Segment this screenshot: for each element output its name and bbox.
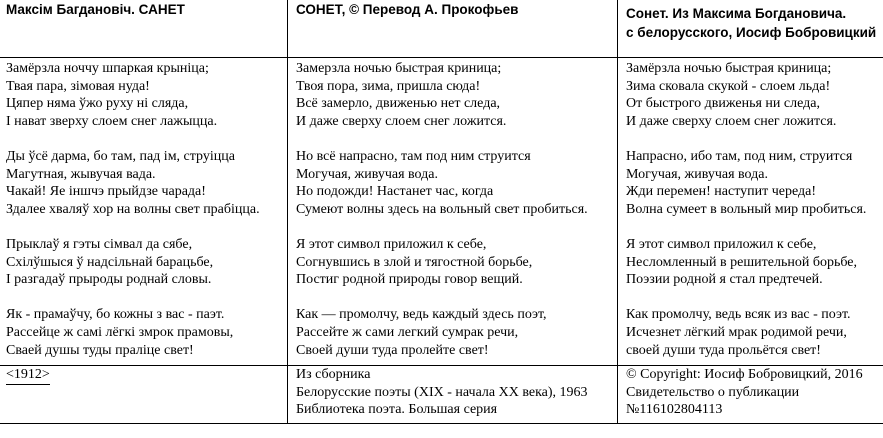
poem-line: Зима сковала скукой - слоем льда!: [626, 78, 831, 94]
stanza: [296, 306, 617, 359]
poem-line: Жди перемен! наступит череда!: [626, 184, 817, 200]
column-footer: [0, 366, 287, 384]
poem-line: Твая пара, зімовая нуда!: [6, 78, 150, 94]
stanza: [6, 148, 287, 218]
poem-line: Но всё напрасно, там под ним струится: [296, 148, 531, 164]
column-header: [0, 0, 287, 58]
poem-line: Ды ўсё дарма, бо там, пад ім, струіцца: [6, 148, 235, 164]
poem-line: Як - прамаўчу, бо кожны з вас - паэт.: [6, 307, 225, 323]
footer-line: Свидетельство о публикации: [626, 384, 800, 400]
footer-line: Из сборника: [296, 367, 371, 382]
poem-line: Цяпер няма ўжо руху ні сляда,: [6, 96, 189, 112]
poem-line: Замёрзла ночью быстрая криница;: [626, 61, 832, 76]
stanza: [626, 148, 883, 218]
poem-line: Но подожди! Настанет час, когда: [296, 184, 494, 200]
poem-line: Могучая, живучая вода.: [296, 166, 438, 182]
poem-line: Здалее хваляў хор на волны свет прабіцца.: [6, 201, 260, 217]
poem-line: И даже сверху слоем снег ложится.: [626, 113, 837, 129]
poem-line: Замёрзла ноччу шпаркая крыніца;: [6, 61, 209, 76]
poem-line: своей души туда прольётся свет!: [626, 342, 821, 358]
stanza: [296, 60, 617, 130]
footer-line: Библиотека поэта. Большая серия: [296, 402, 498, 418]
column-title: СОНЕТ, © Перевод А. Прокофьев: [296, 2, 519, 17]
poem-line: Сваей душы туды праліце свет!: [6, 342, 194, 358]
stanza: [6, 60, 287, 130]
stanza: [6, 306, 287, 359]
footer-line: © Copyright: Иосиф Бобровицкий, 2016: [626, 367, 863, 382]
column-footer: [288, 366, 617, 419]
poem-line: Я этот символ приложил к себе,: [626, 236, 817, 252]
poem-line: Постиг родной природы говор вещий.: [296, 272, 523, 288]
stanza: [296, 236, 617, 289]
poem-line: Твоя пора, зима, пришла сюда!: [296, 78, 481, 94]
poem-line: Чакай! Яе іншчэ прыйдзе чарада!: [6, 184, 206, 200]
column-footer: [618, 366, 883, 419]
poem-line: Напрасно, ибо там, под ним, струится: [626, 148, 853, 164]
stanza: [626, 236, 883, 289]
poem-line: Могучая, живучая вода.: [626, 166, 768, 182]
poem-line: Рассейце ж самі лёгкі змрок прамовы,: [6, 324, 234, 340]
poem-text: [0, 58, 287, 366]
poem-line: Рассейте ж сами легкий сумрак речи,: [296, 324, 519, 340]
poem-line: От быстрого движенья ни следа,: [626, 96, 820, 112]
column-title: Сонет. Из Максима Богдановича.: [626, 6, 847, 21]
poem-line: Волна сумеет в вольный мир пробиться.: [626, 201, 867, 217]
column-original-belarusian: [0, 0, 287, 424]
column-header: [288, 0, 617, 58]
poem-line: Я этот символ приложил к себе,: [296, 236, 487, 252]
poem-line: Магутная, жывучая вада.: [6, 166, 156, 182]
poem-line: Всё замерло, движенью нет следа,: [296, 96, 501, 112]
stanza: [626, 60, 883, 130]
poem-line: И даже сверху слоем снег ложится.: [296, 113, 507, 129]
poem-line: Схілўшыся ў надсільнай барацьбе,: [6, 254, 214, 270]
footer-line: №116102804113: [626, 402, 723, 418]
poem-line: Как — промолчу, ведь каждый здесь поэт,: [296, 307, 547, 323]
poem-line: Своей души туда пролейте свет!: [296, 342, 489, 358]
poem-line: Сумеют волны здесь на вольный свет пробиться.: [296, 201, 588, 217]
poem-line: Несломленный в решительной борьбе,: [626, 254, 857, 270]
poem-line: Исчезнет лёгкий мрак родимой речи,: [626, 324, 847, 340]
stanza: [626, 306, 883, 359]
poem-text: [618, 58, 883, 366]
poem-line: Поэзии родной я стал предтечей.: [626, 272, 823, 288]
poem-line: І нават зверху слоем снег лажыцца.: [6, 113, 218, 129]
stanza: [296, 148, 617, 218]
poem-line: Замерзла ночью быстрая криница;: [296, 61, 502, 76]
footer-line: Белорусские поэты (XIX - начала XX века), 1963: [296, 384, 588, 400]
column-translation-prokofiev: [287, 0, 617, 424]
poem-line: Прыклаў я гэты сімвал да сябе,: [6, 236, 193, 252]
poem-line: І разгадаў прыроды роднай словы.: [6, 272, 212, 288]
column-subtitle: с белорусского, Иосиф Бобровицкий: [626, 25, 877, 40]
footer-line: <1912>: [6, 366, 50, 385]
poem-line: Как промолчу, ведь всяк из вас - поэт.: [626, 307, 851, 323]
table-bottom-border: [0, 423, 883, 424]
column-header: [618, 0, 883, 58]
column-translation-bobrovitsky: [617, 0, 883, 424]
stanza: [6, 236, 287, 289]
poem-text: [288, 58, 617, 366]
poem-line: Согнувшись в злой и тягостной борьбе,: [296, 254, 533, 270]
column-title: Максім Багдановіч. САНЕТ: [6, 2, 185, 17]
